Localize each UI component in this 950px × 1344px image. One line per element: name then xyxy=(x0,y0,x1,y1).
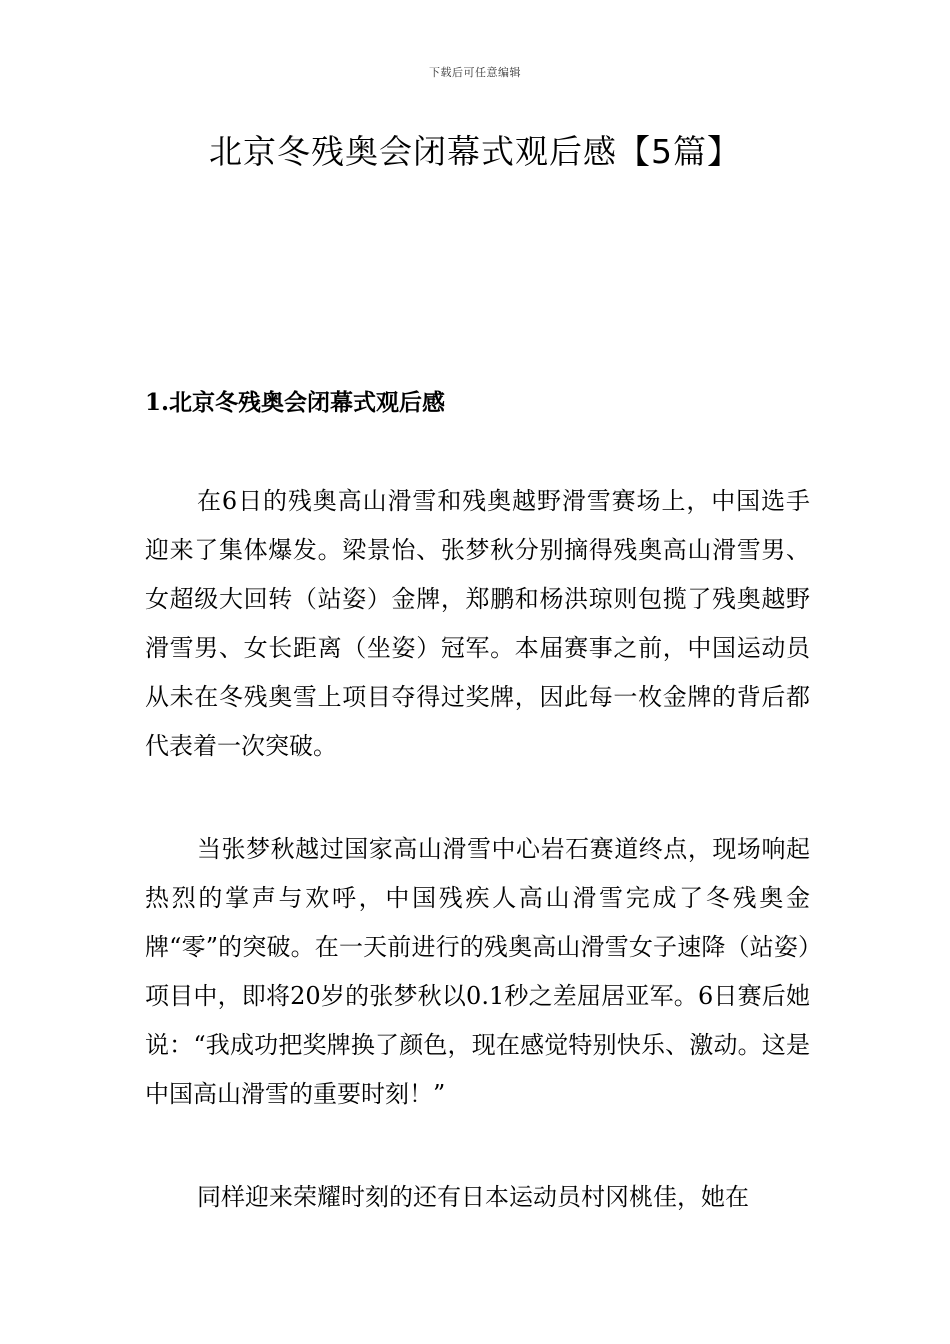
paragraph-3: 同样迎来荣耀时刻的还有日本运动员村冈桃佳，她在 xyxy=(197,1183,749,1211)
paragraph-1: 在6日的残奥高山滑雪和残奥越野滑雪赛场上，中国选手迎来了集体爆发。梁景怡、张梦秋分别摘得残奥高山滑雪男、女超级大回转（站姿）金牌，郑鹏和杨洪琼则包揽了残奥越野滑雪男、女长距离（坐姿）冠军。本届赛事之前，中国运动员从未在冬残奥雪上项目夺得过奖牌，因此每一枚金牌的背后都代表着一次突破。 xyxy=(145,487,810,760)
header-note: 下载后可任意编辑 xyxy=(429,66,521,79)
section-heading: 1.北京冬残奥会闭幕式观后感 xyxy=(145,389,446,416)
paragraph-2: 当张梦秋越过国家高山滑雪中心岩石赛道终点，现场响起热烈的掌声与欢呼，中国残疾人高山滑雪完成了冬残奥金牌“零”的突破。在一天前进行的残奥高山滑雪女子速降（站姿）项目中，即将20岁的张梦秋以0.1秒之差屈居亚军。6日赛后她说：“我成功把奖牌换了颜色，现在感觉特别快乐、激动。这是中国高山滑雪的重要时刻！” xyxy=(145,835,810,1108)
document-title: 北京冬残奥会闭幕式观后感【5篇】 xyxy=(209,132,741,171)
